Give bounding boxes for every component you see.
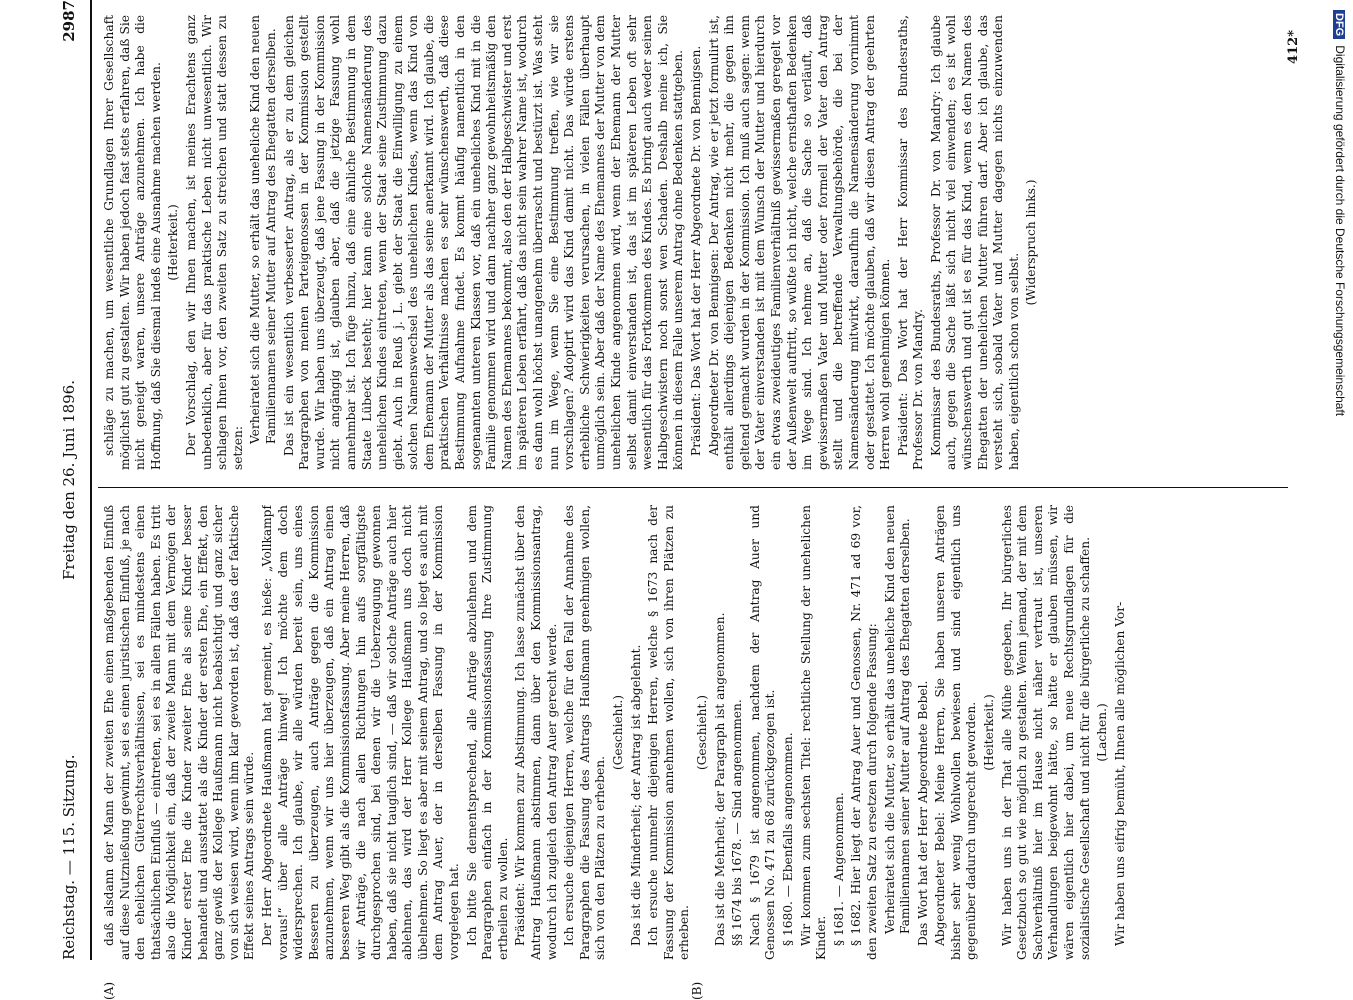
paragraph: (Widerspruch links.) [1024,179,1039,306]
margin-mark-b: (B) [690,981,704,1000]
paragraph: Nach § 1679 ist angenommen, nachdem der Antrag Auer und Genossen No. 471 zu 68 zurückgezogen ist. [747,505,778,960]
paragraph: Das ist die Minderheit; der Antrag ist abgelehnt. [628,644,643,946]
column-divider [98,487,1288,488]
paragraph: § 1680. — Ebenfalls angenommen. [780,732,795,946]
paragraph: (Heiterkeit.) [166,204,181,281]
paragraph: Der Herr Abgeordnete Haußmann hat gemeint, es hieße: „Vollkampf voraus!“ über alle Anträge hinweg! Ich möchte dem doch widersprechen. Ich glaube, wir alle würden bereit sein, uns eines Besseren zu überzeugen, auch Anträge gegen die Kommission anzunehmen, wenn wir uns hier überzeugen, daß ein Antrag einen besseren Weg gibt als die Kommissionsfassung. Aber meine Herren, daß wir Anträge, die nach allen Richtungen hin aufs sorgfältigste durchgesprochen sind, bei denen wir die Ueberzeugung gewonnen haben, daß sie nicht tauglich sind, — daß wir solche Anträge auch hier ablehnen, das wird der Herr Kollege Haußmann uns doch nicht übelnehmen. So liegt es aber mit seinem Antrag, und so liegt es auch mit dem Antrag Auer, der in derselben Fassung in der Kommission vorgelegen hat. [259,505,462,960]
paragraph: Verheiratet sich die Mutter, so erhält das uneheliche Kind den neuen Familiennamen seiner Mutter auf Antrag des Ehegatten derselben. [882,505,913,934]
right-column [102,15,1282,470]
dfg-logo: DFG [1333,10,1345,39]
paragraph: (Geschieht.) [611,694,625,771]
paragraph: Wir haben uns in der That alle Mühe gegeben, Ihr bürgerliches Gesetzbuch so gut wie möglich zu gestalten. Wenn jemand, der mit dem Sachverhältniß hier im Hause nicht näher vertraut ist, unseren Verhandlungen beigewohnt hätte, so hätte er glauben müssen, wir wären eigentlich hier dabei, um neue Rechtsgrundlagen für die sozialistische Gesellschaft und nicht für die bürgerliche zu schaffen. [999,505,1092,960]
paragraph: Abgeordneter Bebel: Meine Herren, Sie haben unseren Anträgen bisher sehr wenig Wohlwollen bewiesen und sind eigentlich uns gegenüber dadurch ungerecht geworden. [933,505,979,960]
paragraph: Der Vorschlag, den wir Ihnen machen, ist meines Erachtens ganz unbedenklich, aber für das praktische Leben nicht unwesentlich. Wir schlagen Ihnen vor, den zweiten Satz zu streichen und statt dessen zu setzen: [183,15,245,470]
paragraph: schläge zu machen, um wesentliche Grundlagen Ihrer Gesellschaft möglichst gut zu gestalten. Wir haben jedoch fast stets erfahren, daß Sie nicht geneigt waren, unsere Anträge anzunehmen. Ich habe die Hoffnung, daß Sie diesmal indeß eine Ausnahme machen werden. [102,15,163,470]
paragraph: Ich ersuche diejenigen Herren, welche für den Fall der Annahme des Paragraphen die Fassung des Antrags Haußmann genehmigen wollen, sich von den Plätzen zu erheben. [562,505,608,960]
header-session: Reichstag. — 115. Sitzung. [60,754,78,960]
footer-page-mark: 412* [1286,30,1301,64]
header-date: Freitag den 26. Juni 1896. [60,380,78,580]
header-page-number: 2987 [60,0,78,42]
paragraph: (Lachen.) [1095,703,1110,762]
paragraph: Ich ersuche nunmehr diejenigen Herren, welche § 1673 nach der Fassung der Kommission annehmen wollen, sich von ihren Plätzen zu erheben. [646,505,692,960]
paragraph: (Heiterkeit.) [982,694,997,771]
paragraph: Wir kommen zum sechsten Titel: rechtliche Stellung der unehelichen Kinder. [798,505,829,960]
paragraph: Wir haben uns eifrig bemüht, Ihnen alle möglichen Vor- [1112,601,1127,946]
paragraph: Präsident: Wir kommen zur Abstimmung. Ich lasse zunächst über den Antrag Haußmann abstimmen, dann über den Kommissionsantrag, wodurch ich zugleich den Antrag Auer gerecht werde. [513,505,559,960]
paragraph: daß alsdann der Mann der zweiten Ehe einen maßgebenden Einfluß auf diese Nutznießung gewinnt, sei es einen juristischen Einfluß, je nach den ehelichen Güterrechtsverhältnissen, sei es mindestens einen thatsächlichen Einfluß — eintreten, sei es in allen Fällen haben. Es tritt also die Möglichkeit ein, daß der zweite Mann mit dem Vermögen der Kinder erster Ehe die Kinder zweiter Ehe als seine Kinder besser behandelt und ausstattet als die Kinder der ersten Ehe, ein Effekt, den ganz gewiß der Kollege Haußmann nicht beabsichtigt und ganz sicher von sich weisen wird, wenn ihm klar geworden ist, daß das der faktische Effekt seines Antrags sein würde. [102,505,257,960]
scanned-page [50,0,1340,1000]
paragraph: § 1682. Hier liegt der Antrag Auer und Genossen, Nr. 471 ad 69 vor, den zweiten Satz zu ersetzen durch folgende Fassung: [849,505,879,960]
margin-mark-a: (A) [102,981,116,1000]
paragraph: Präsident: Das Wort hat der Herr Abgeordnete Dr. von Bennigsen. [688,45,703,456]
paragraph: Das ist ein wesentlich verbesserter Antrag, als er zu dem gleichen Paragraphen von meinen Parteigenossen in der Kommission gestellt wurde. Wir haben uns überzeugt, daß jene Fassung in der Kommission nicht angängig ist, glauben aber, daß die jetzige Fassung wohl annehmbar ist. Ich füge hinzu, daß eine ähnliche Bestimmung in dem Staate Lübeck besteht; hier kann eine solche Namensänderung des unehelichen Kindes eintreten, wenn der Staat seine Zustimmung dazu giebt. Auch in Reuß j. L. giebt der Staat die Einwilligung zu einem solchen Namenswechsel des unehelichen Kindes, wenn das Kind von dem Ehemann der Mutter als das seine anerkannt wird. Ich glaube, die praktischen Verhältnisse machen es sehr wünschenswerth, daß diese Bestimmung Aufnahme findet. Es kommt häufig namentlich in den sogenannten unteren Klassen vor, daß ein uneheliches Kind mit in die Familie genommen wird und dann nachher ganz gewohnheitsmäßig den Namen des Ehemannes bekommt, also den der Halbgeschwister und erst im späteren Leben erfährt, daß das nicht sein wahrer Name ist, wodurch es dann wohl höchst unangenehm überrascht und bestürzt ist. Was steht nun im Wege, wenn Sie eine Bestimmung treffen, wie wir sie vorschlagen? Adoptirt wird das Kind damit nicht. Das würde erstens erhebliche Schwierigkeiten verursachen, in vielen Fällen überhaupt unmöglich sein. Aber daß der Name des Ehemannes der Mutter von dem unehelichen Kinde angenommen wird, wenn der Ehemann der Mutter selbst damit einverstanden ist, das ist im späteren Leben oft sehr wesentlich für das Fortkommen des Kindes. Es bringt auch weder seinen Halbgeschwistern noch sonst wen Schaden. Deshalb meine ich, Sie können in diesem Falle unserem Antrag ohne Bedenken stattgeben. [281,15,686,470]
left-column [102,505,1282,960]
credit-text: Digitalisierung gefördert durch die Deutsche Forschungsgemeinschaft [1333,45,1347,417]
paragraph: Kommissar des Bundesraths, Professor Dr. von Mandry: Ich glaube auch, gegen die Sache läßt sich nicht viel einwenden; es ist wohl wünschenswerth und gut ist es für das Kind, wenn es den Namen des Ehegatten der unehelichen Mutter führen darf. Aber ich glaube, das versteht sich, sobald Vater und Mutter dagegen nichts einzuwenden haben, eigentlich schon von selbst. [928,15,1021,470]
paragraph: Präsident: Das Wort hat der Herr Kommissar des Bundesraths, Professor Dr. von Mandry. [895,15,926,470]
paragraph: Ich bitte Sie dementsprechend, alle Anträge abzulehnen und dem Paragraphen einfach in der Kommissionsfassung Ihre Zustimmung ertheilen zu wollen. [464,505,510,960]
paragraph: Das ist die Mehrheit; der Paragraph ist angenommen. [712,612,727,946]
paragraph: Abgeordneter Dr. von Bennigsen: Der Antrag, wie er jetzt formulirt ist, enthält allerdings diejenigen Bedenken nicht mehr, die gegen ihn geltend gemacht wurden in der Kommission. Ich muß auch sagen: wenn der Vater einverstanden ist mit dem Wunsch der Mutter und hierdurch ein etwas zweideutiges Familienverhältniß gewissermaßen geregelt vor der Außenwelt auftritt, so wüßte ich nicht, welche ernsthaften Bedenken im Wege sind. Ich nehme an, daß die Sache so verläuft, daß gewissermaßen Vater und Mutter oder formell der Vater den Antrag stellt und die betreffende Verwaltungsbehörde, die bei der Namensänderung mitwirkt, daraufhin die Namensänderung vornimmt oder gestattet. Ich möchte glauben, daß wir diesen Antrag der geehrten Herren wohl genehmigen können. [706,15,893,470]
paragraph: Verheiratet sich die Mutter, so erhält das uneheliche Kind den neuen Familiennamen seiner Mutter auf Antrag des Ehegatten derselben. [248,15,278,444]
paragraph: (Geschieht.) [694,694,709,771]
paragraph: §§ 1674 bis 1678. — Sind angenommen. [730,699,745,946]
paragraph: Das Wort hat der Herr Abgeordnete Bebel. [915,680,930,946]
paragraph: § 1681. — Angenommen. [831,792,846,946]
page-header [50,0,92,960]
digitization-credit [1325,10,1353,990]
